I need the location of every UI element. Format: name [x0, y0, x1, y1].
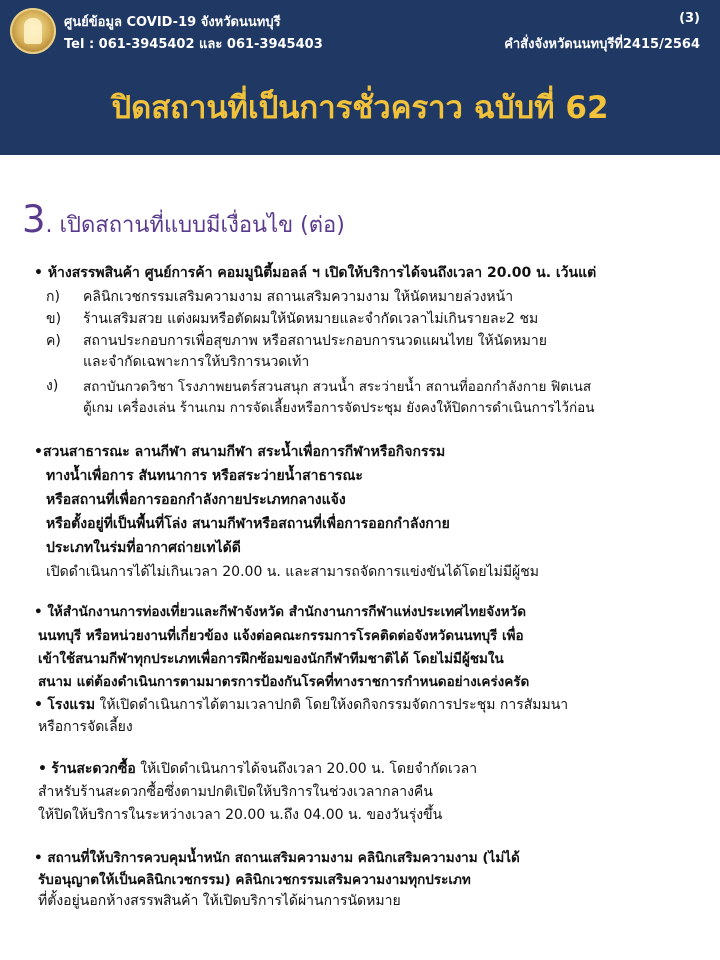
list-item-text: สถาบันกวดวิชา โรงภาพยนตร์สวนสนุก สวนน้ำ สระว่ายน้ำ สถานที่ออกกำลังกาย ฟิตเนส	[83, 379, 592, 395]
list-marker: ค)	[46, 333, 61, 349]
dept-store-intro-text: ห้างสรรพสินค้า ศูนย์การค้า คอมมูนิตี้มอลล์ ฯ เปิดให้บริการได้จนถึงเวลา 20.00 น. เว้นแต่	[47, 265, 597, 281]
sports-office-line: เข้าใช้สนามกีฬาทุกประเภทเพื่อการฝึกซ้อมของนักกีฬาทีมชาติได้ โดยไม่มีผู้ชมใน	[38, 651, 504, 667]
convenience-text: ให้เปิดดำเนินการได้จนถึงเวลา 20.00 น. โดยจำกัดเวลา	[135, 761, 478, 777]
page-title: ปิดสถานที่เป็นการชั่วคราว ฉบับที่ 62	[111, 90, 609, 126]
parks-line: หรือตั้งอยู่ที่เป็นพื้นที่โล่ง สนามกีฬาหรือสถานที่เพื่อการออกกำลังกาย	[46, 516, 450, 532]
parks-line	[34, 441, 445, 463]
weight-control-line: รับอนุญาตให้เป็นคลินิกเวชกรรม) คลินิกเวชกรรมเสริมความงามทุกประเภท	[38, 872, 471, 888]
bullet-icon: •	[34, 697, 43, 713]
center-name: ศูนย์ข้อมูล COVID-19 จังหวัดนนทบุรี	[64, 15, 281, 30]
parks-line: ประเภทในร่มที่อากาศถ่ายเทได้ดี	[46, 540, 241, 556]
hotel-line	[34, 694, 568, 716]
hotel-line-2: หรือการจัดเลี้ยง	[38, 719, 133, 735]
list-item-text: และจำกัดเฉพาะการให้บริการนวดเท้า	[83, 354, 310, 370]
hotel-label: โรงแรม	[47, 697, 96, 713]
order-reference: คำสั่งจังหวัดนนทบุรีที่2415/2564	[504, 37, 700, 52]
list-marker: ข)	[46, 311, 62, 327]
list-marker: ก)	[46, 289, 60, 305]
sports-office-line-text: ให้สำนักงานการท่องเที่ยวและกีฬาจังหวัด สำนักงานการกีฬาแห่งประเทศไทยจังหวัด	[47, 604, 527, 620]
page-number: (3)	[679, 11, 700, 26]
list-item-text: ตู้เกม เครื่องเล่น ร้านเกม การจัดเลี้ยงหรือการจัดประชุม ยังคงให้ปิดการดำเนินการไว้ก่อน	[83, 400, 595, 416]
convenience-label: ร้านสะดวกซื้อ	[51, 761, 136, 777]
section-number: 3	[22, 198, 46, 241]
parks-line: ทางน้ำเพื่อการ สันทนาการ หรือสระว่ายน้ำสาธารณะ	[46, 468, 363, 484]
telephone-numbers: Tel : 061-3945402 และ 061-3945403	[64, 37, 323, 52]
provincial-seal-logo	[10, 8, 56, 54]
bullet-icon: •	[38, 761, 47, 777]
list-marker: ง)	[46, 378, 59, 394]
section-heading	[22, 198, 345, 242]
sports-office-line	[34, 600, 526, 622]
sports-office-line: นนทบุรี หรือหน่วยงานที่เกี่ยวข้อง แจ้งต่อคณะกรรมการโรคติดต่อจังหวัดนนทบุรี เพื่อ	[38, 628, 524, 644]
bullet-icon: •	[34, 444, 43, 460]
bullet-icon: •	[34, 850, 43, 866]
list-item-text: ร้านเสริมสวย แต่งผมหรือตัดผมให้นัดหมายและจำกัดเวลาไม่เกินรายละ2 ชม	[83, 311, 539, 327]
dept-store-intro	[34, 262, 596, 284]
convenience-line	[38, 758, 477, 780]
weight-control-line-text: สถานที่ให้บริการควบคุมน้ำหนัก สถานเสริมความงาม คลินิกเสริมความงาม (ไม่ได้	[47, 850, 520, 866]
seal-emblem-icon	[24, 18, 42, 44]
hotel-text: ให้เปิดดำเนินการได้ตามเวลาปกติ โดยให้งดกิจกรรมจัดการประชุม การสัมมนา	[95, 697, 569, 713]
convenience-line-2: สำหรับร้านสะดวกซื้อซึ่งตามปกติเปิดให้บริการในช่วงเวลากลางคืน	[38, 784, 433, 800]
convenience-line-3: ให้ปิดให้บริการในระหว่างเวลา 20.00 น.ถึง 04.00 น. ของวันรุ่งขึ้น	[38, 807, 443, 823]
section-heading-text: . เปิดสถานที่แบบมีเงื่อนไข (ต่อ)	[45, 213, 345, 238]
header-banner	[0, 0, 720, 155]
bullet-icon: •	[34, 265, 43, 281]
bullet-icon: •	[34, 604, 43, 620]
parks-line-text: สวนสาธารณะ ลานกีฬา สนามกีฬา สระน้ำเพื่อการกีฬาหรือกิจกรรม	[42, 444, 446, 460]
list-item-text: คลินิกเวชกรรมเสริมความงาม สถานเสริมความงาม ให้นัดหมายล่วงหน้า	[83, 289, 514, 305]
weight-control-line	[34, 846, 520, 868]
list-item-text: สถานประกอบการเพื่อสุขภาพ หรือสถานประกอบการนวดแผนไทย ให้นัดหมาย	[83, 333, 547, 349]
weight-control-note: ที่ตั้งอยู่นอกห้างสรรพสินค้า ให้เปิดบริการได้ผ่านการนัดหมาย	[38, 893, 401, 909]
parks-note: เปิดดำเนินการได้ไม่เกินเวลา 20.00 น. และสามารถจัดการแข่งขันได้โดยไม่มีผู้ชม	[46, 564, 539, 580]
sports-office-line: สนาม แต่ต้องดำเนินการตามมาตรการป้องกันโรคที่ทางราชการกำหนดอย่างเคร่งครัด	[38, 674, 530, 690]
parks-line: หรือสถานที่เพื่อการออกกำลังกายประเภทกลางแจ้ง	[46, 492, 346, 508]
